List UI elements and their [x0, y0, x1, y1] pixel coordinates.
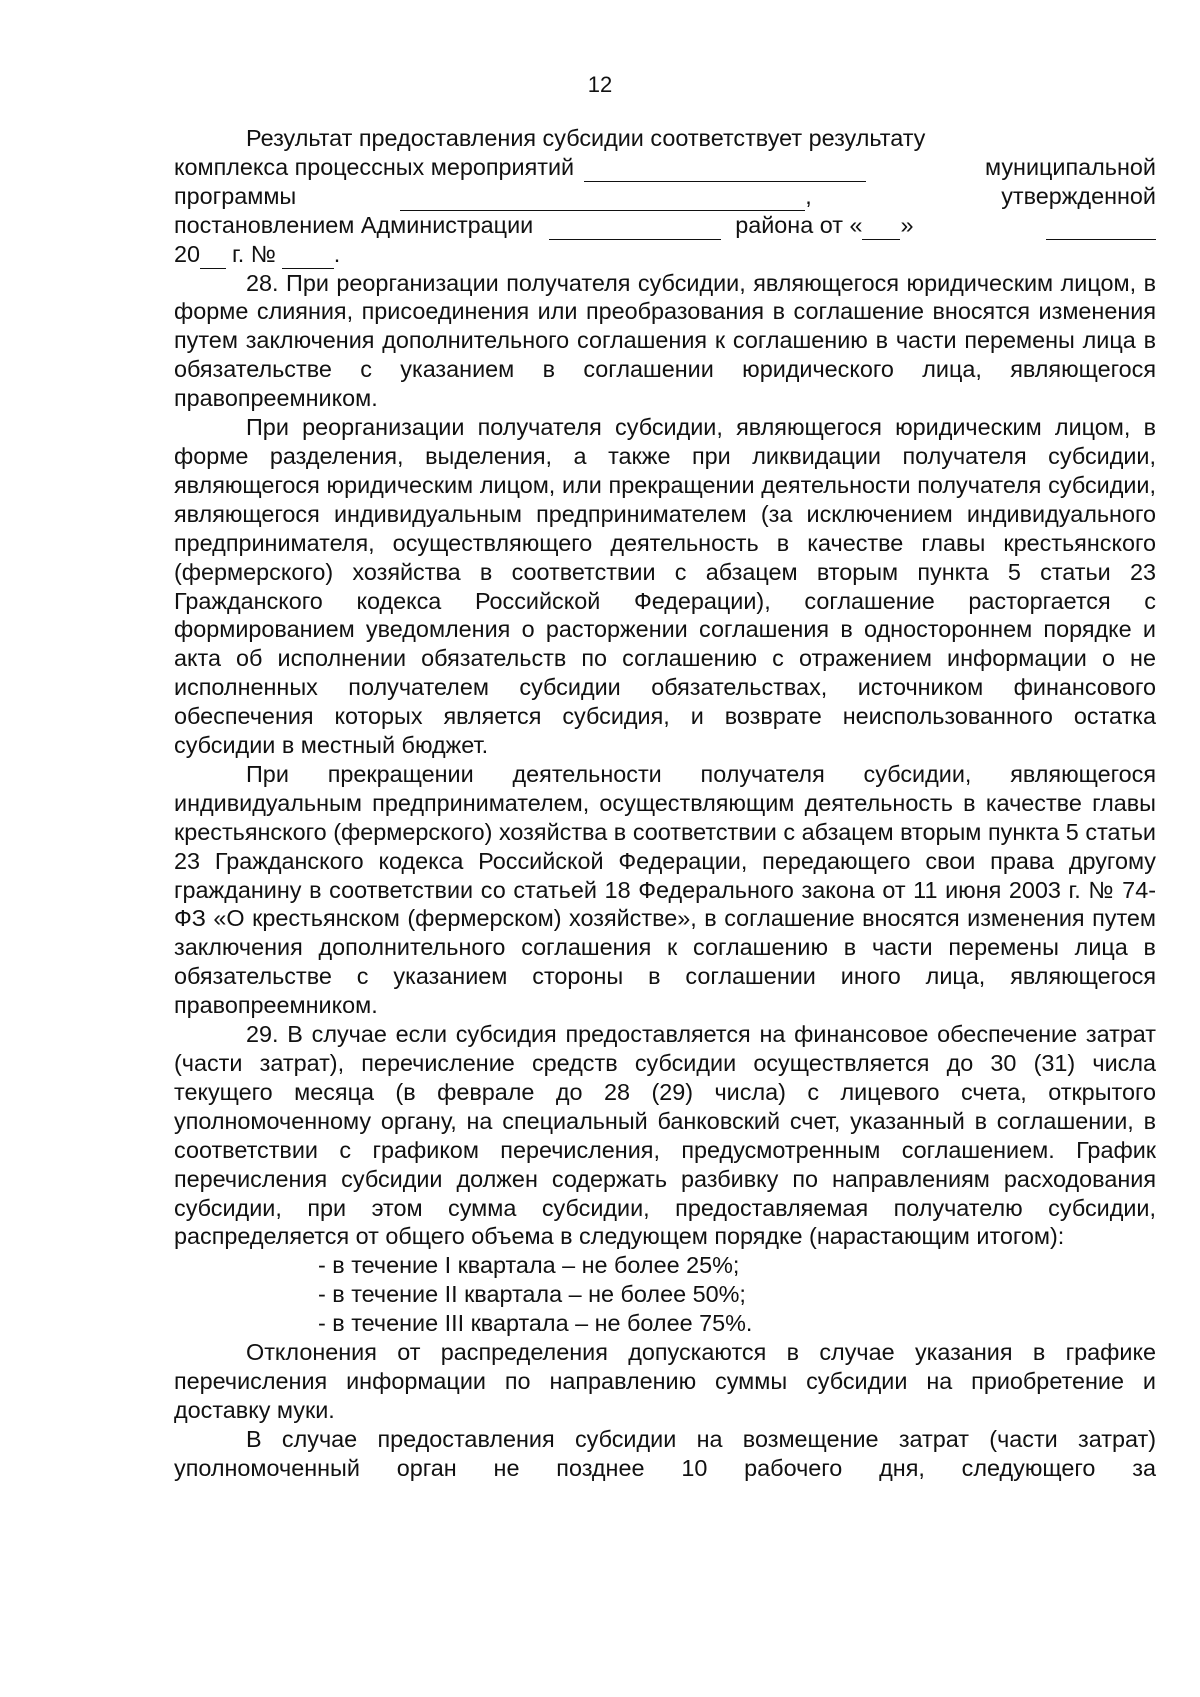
result-line-2-text-a: комплекса процессных мероприятий — [174, 153, 575, 180]
program-name-blank — [400, 190, 805, 211]
result-line-3-comma: , — [805, 182, 812, 209]
paragraph-28: 28. При реорганизации получателя субсидии, являющегося юридическим лицом, в форме слияния, присоединения или преобразования в соглашение вносятся изменения путем заключения дополнительного соглашения к соглашению в части перемены лица в обязательстве с указанием в соглашении юридического лица, являющегося правопреемником. — [174, 269, 1156, 412]
list-item-q3: - в течение III квартала – не более 75%. — [318, 1310, 753, 1337]
result-line-3-text-a: программы — [174, 182, 297, 209]
program-complex-blank — [584, 161, 866, 182]
paragraph-reorganization: При реорганизации получателя субсидии, являющегося юридическим лицом, в форме разделения, выделения, а также при ликвидации получателя субсидии, являющегося юридическим лицом, или прекращении деятельности получателя субсидии, являющегося индивидуальным предпринимателем (за исключением индивидуального предпринимателя, осуществляющего деятельность в качестве главы крестьянского (фермерского) хозяйства в соответствии с абзацем вторым пункта 5 статьи 23 Гражданского кодекса Российской Федерации), соглашение расторгается с формированием уведомления о расторжении соглашения в одностороннем порядке и акта об исполнении обязательств по соглашению с отражением информации о не исполненных получателем субсидии обязательствах, источником финансового обеспечения которых является субсидия, и возврате неиспользованного остатка субсидии в местный бюджет. — [174, 414, 1156, 759]
result-line-5-text-b: г. № — [232, 240, 276, 267]
result-line-5-text-c: . — [333, 240, 341, 267]
paragraph-29: 29. В случае если субсидия предоставляется на финансовое обеспечение затрат (части затрат), перечисление средств субсидии осуществляется до 30 (31) числа текущего месяца (в феврале до 28 (29) числа) с лицевого счета, открытого уполномоченному органу, на специальный банковский счет, указанный в соглашении, в соответствии с графиком перечисления, предусмотренным соглашением. График перечисления субсидии должен содержать разбивку по направлениям расходования субсидии, при этом сумма субсидии, предоставляемая получателю субсидии, распределяется от общего объема в следующем порядке (нарастающим итогом): — [174, 1021, 1156, 1250]
result-line-3 — [174, 182, 1156, 211]
result-line-4-text-a: постановлением Администрации — [174, 211, 534, 238]
page-number: 12 — [587, 72, 613, 97]
list-item-q1: - в течение I квартала – не более 25%; — [318, 1252, 740, 1279]
result-line-1: Результат предоставления субсидии соответствует результату — [246, 125, 926, 151]
day-blank — [862, 219, 900, 240]
result-line-5-text-a: 20 — [174, 240, 201, 267]
list-item-q2: - в течение II квартала – не более 50%; — [318, 1281, 746, 1308]
result-line-3-text-c: утвержденной — [1001, 182, 1156, 209]
paragraph-deviations: Отклонения от распределения допускаются в случае указания в графике перечисления информации по направлению суммы субсидии на приобретение и доставку муки. — [174, 1339, 1156, 1423]
number-blank — [282, 248, 334, 269]
document-body — [174, 124, 1156, 1483]
result-line-4 — [174, 211, 1156, 240]
month-blank — [1046, 219, 1156, 240]
paragraph-termination: При прекращении деятельности получателя субсидии, являющегося индивидуальным предпринимателем, осуществляющим деятельность в качестве главы крестьянского (фермерского) хозяйства в соответствии с абзацем вторым пункта 5 статьи 23 Гражданского кодекса Российской Федерации, передающего свои права другому гражданину в соответствии со статьей 18 Федерального закона от 11 июня 2003 г. № 74-ФЗ «О крестьянском (фермерском) хозяйстве», в соглашение вносятся изменения путем заключения дополнительного соглашения к соглашению в части перемены лица в обязательстве с указанием стороны в соглашении иного лица, являющегося правопреемником. — [174, 760, 1156, 1019]
year-blank — [200, 248, 226, 269]
district-name-blank — [549, 219, 721, 240]
result-line-4-text-b: района от « — [735, 211, 863, 238]
result-line-4-text-c: » — [900, 211, 914, 238]
result-line-5 — [174, 240, 1156, 269]
paragraph-reimbursement: В случае предоставления субсидии на возмещение затрат (части затрат) уполномоченный орган не позднее 10 рабочего дня, следующего за — [174, 1425, 1156, 1481]
result-line-2 — [174, 153, 1156, 182]
result-line-2-text-b: муниципальной — [985, 153, 1156, 180]
